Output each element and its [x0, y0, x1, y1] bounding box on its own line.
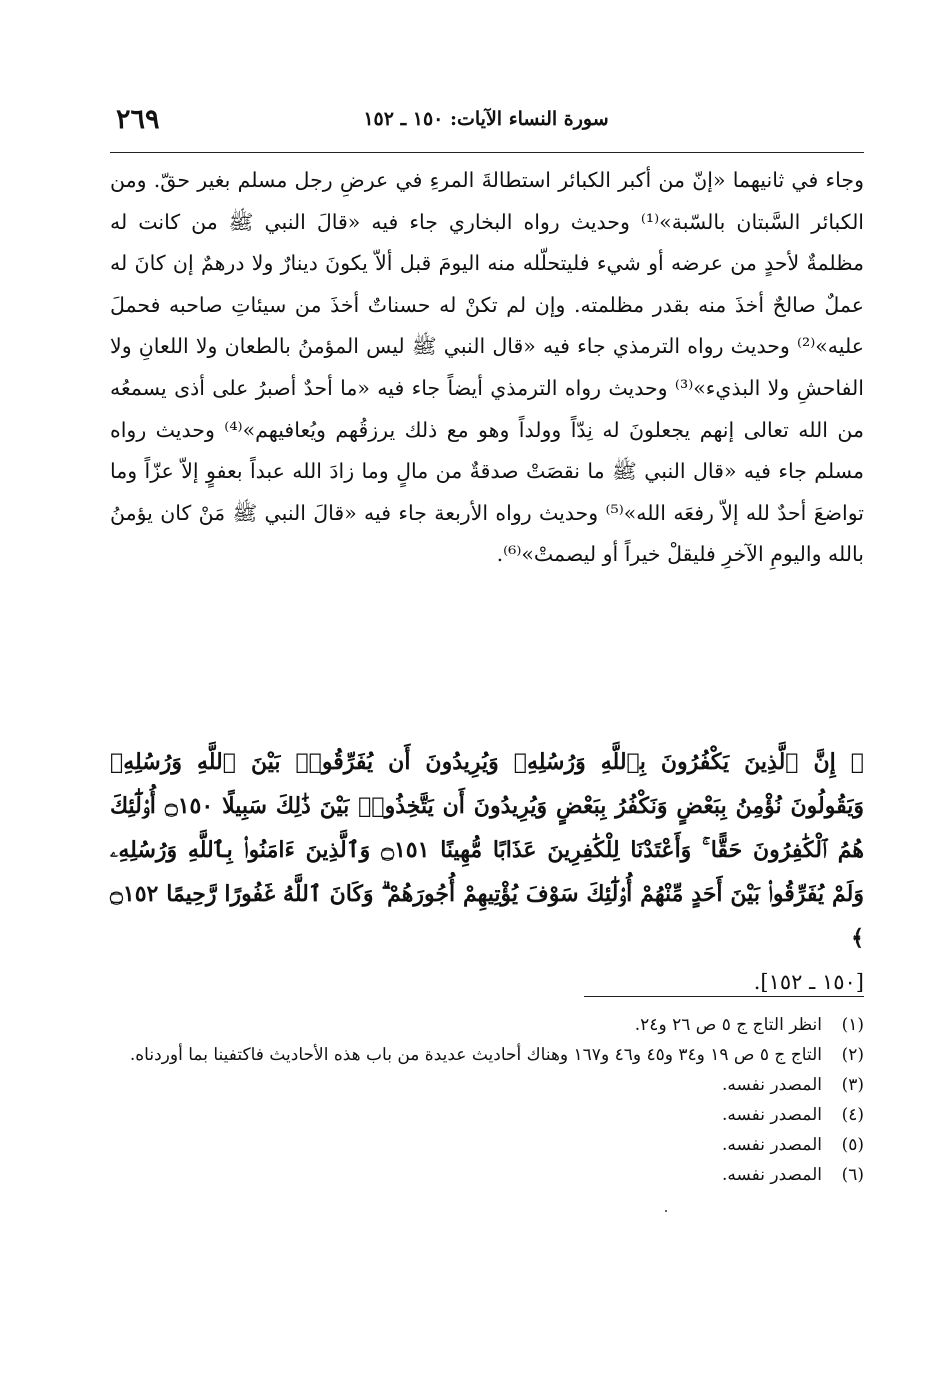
quran-verses-text: ﴿ إِنَّ ٱلَّذِينَ يَكْفُرُونَ بِٱللَّهِ وَرُسُلِهِۦ وَيُرِيدُونَ أَن يُفَرِّقُوا۟ بَيْنَ ٱللَّهِ وَرُسُلِهِۦ وَيَقُولُونَ نُؤْمِنُ بِبَعْضٍ وَنَكْفُرُ بِبَعْضٍ وَيُرِيدُونَ أَن يَتَّخِذُوا۟ بَيْنَ ذَٰلِكَ سَبِيلًا ۝١٥٠ أُو۟لَٰٓئِكَ هُمُ ٱلْكَٰفِرُونَ حَقًّا ۚ وَأَعْتَدْنَا لِلْكَٰفِرِينَ عَذَابًا مُّهِينًا ۝١٥١ وَٱلَّذِينَ ءَامَنُوا۟ بِٱللَّهِ وَرُسُلِهِۦ وَلَمْ يُفَرِّقُوا۟ بَيْنَ أَحَدٍ مِّنْهُمْ أُو۟لَٰٓئِكَ سَوْفَ يُؤْتِيهِمْ أُجُورَهُمْ ۗ وَكَانَ ٱللَّهُ غَفُورًا رَّحِيمًا ۝١٥٢ ﴾: [110, 749, 864, 951]
verse-reference: [١٥٠ ـ ١٥٢].: [753, 970, 864, 994]
footnote-number: (١): [841, 1015, 864, 1035]
footnote-text: المصدر نفسه.: [721, 1135, 822, 1155]
quran-verses-block: [110, 740, 864, 1004]
footnote-number: (٥): [841, 1135, 864, 1155]
body-paragraph: وجاء في ثانيهما «إنّ من أكبر الكبائر استطالةَ المرءِ في عرضِ رجل مسلم بغير حقّ. ومن الكبائر السَّبتان بالسّبة»⁽¹⁾ وحديث رواه البخاري جاء فيه «قالَ النبي ﷺ من كانت له مظلمةٌ لأحدٍ من عرضه أو شيء فليتحلّله منه اليومَ قبل ألاّ يكونَ دينارٌ ولا درهمٌ إن كانَ له عملٌ صالحٌ أخذَ منه بقدر مظلمته. وإن لم تكنْ له حسناتٌ أخذَ من سيئاتِ صاحبه فحملَ عليه»⁽²⁾ وحديث رواه الترمذي جاء فيه «قال النبي ﷺ ليس المؤمنُ بالطعان ولا اللعانِ ولا الفاحشِ ولا البذيء»⁽³⁾ وحديث رواه الترمذي أيضاً جاء فيه «ما أحدٌ أصبرُ على أذى يسمعُه من الله تعالى إنهم يجعلونَ له نِدّاً وولداً وهو مع ذلك يرزقُهم ويُعافيهم»⁽⁴⁾ وحديث رواه مسلم جاء فيه «قال النبي ﷺ ما نقصَتْ صدقةٌ من مالٍ وما زادَ الله عبداً بعفوٍ إلاّ عزّاً وما تواضعَ أحدٌ لله إلاّ رفعَه الله»⁽⁵⁾ وحديث رواه الأربعة جاء فيه «قالَ النبي ﷺ مَنْ كان يؤمنُ بالله واليومِ الآخرِ فليقلْ خيراً أو ليصمتْ»⁽⁶⁾.: [110, 168, 865, 567]
footnote-text: المصدر نفسه.: [721, 1075, 822, 1095]
footnote-number: (٤): [841, 1105, 864, 1125]
footnote-item: [110, 1160, 864, 1190]
footnote-item: [110, 1010, 864, 1040]
footnote-text: المصدر نفسه.: [721, 1165, 822, 1185]
footnotes-list: [110, 1010, 864, 1190]
footnote-text: انظر التاج ج ٥ ص ٢٦ و٢٤.: [634, 1015, 822, 1035]
footnote-number: (٣): [841, 1075, 864, 1095]
footnote-item: [110, 1040, 864, 1070]
footnote-item: [110, 1070, 864, 1100]
footnote-number: (٢): [841, 1045, 864, 1065]
footnote-item: [110, 1100, 864, 1130]
running-title: سورة النساء الآيات: ١٥٠ ـ ١٥٢: [363, 108, 609, 130]
page-number: ٢٦٩: [116, 104, 160, 135]
scan-speck: [665, 1210, 667, 1212]
footnote-text: المصدر نفسه.: [721, 1105, 822, 1125]
footnote-text: التاج ج ٥ ص ١٩ و٣٤ و٤٥ و٤٦ و١٦٧ وهناك أحاديث عديدة من باب هذه الأحاديث فاكتفينا بما أوردناه.: [129, 1045, 822, 1065]
footnote-rule: [584, 996, 864, 997]
page-header: [110, 104, 862, 144]
footnote-number: (٦): [841, 1165, 864, 1185]
footnote-item: [110, 1130, 864, 1160]
header-rule: [110, 152, 864, 153]
